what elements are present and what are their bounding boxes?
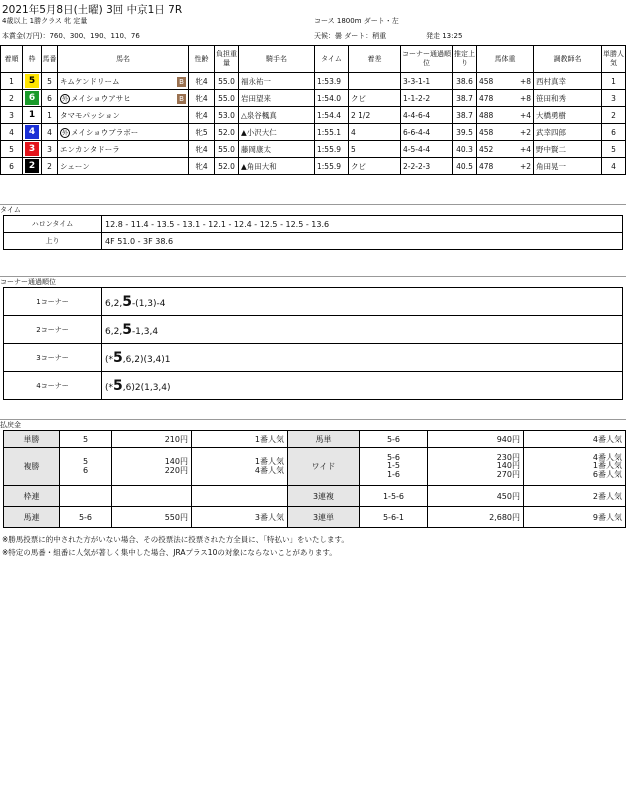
result-row <box>1 124 626 141</box>
carried-weight: 55.0 <box>215 141 239 158</box>
note-tokubarai: ※勝馬投票に的中された方がいない場合、その投票法に投票された方全員に、「特払い」をいたします。 <box>2 535 349 544</box>
col-waku: 枠 <box>23 46 42 73</box>
horse-name[interactable]: メイショウブラボー <box>71 127 139 137</box>
trainer[interactable]: 西村真幸 <box>534 73 602 90</box>
rank: 2 <box>1 90 23 107</box>
furlong-row <box>4 216 623 233</box>
race-conditions: 4歳以上 1勝クラス 牝 定量 <box>2 17 88 25</box>
umatan-amount: 940円 <box>428 431 524 448</box>
body-weight-diff: +2 <box>508 124 534 141</box>
wide-combo-1: 5-6 <box>386 452 401 462</box>
margin <box>349 73 401 90</box>
blinker-icon: B <box>177 94 186 104</box>
body-weight-diff: +2 <box>508 158 534 175</box>
divider <box>0 204 626 205</box>
sanrentan-pop: 9番人気 <box>524 507 626 528</box>
results-table <box>0 45 626 175</box>
wide-pop-1: 4番人気 <box>592 452 622 462</box>
corners-table <box>3 287 623 400</box>
corner-positions <box>102 316 623 344</box>
horse-name[interactable]: メイショウアサヒ <box>71 93 131 103</box>
col-corner: コーナー通過順位 <box>401 46 453 73</box>
waku-cell <box>23 158 42 175</box>
body-weight: 478 <box>477 158 508 175</box>
sex-age: 牝5 <box>189 124 215 141</box>
corner-label: 3コーナー <box>4 344 102 372</box>
umatan-pop: 4番人気 <box>524 431 626 448</box>
wakuren-label: 枠連 <box>4 486 60 507</box>
umaren-combo: 5-6 <box>60 507 112 528</box>
finish-time: 1:55.9 <box>315 158 349 175</box>
waku-cell <box>23 73 42 90</box>
agari-label: 上り <box>4 233 102 250</box>
wide-amount <box>428 448 524 486</box>
agari-times: 4F 51.0 - 3F 38.6 <box>102 233 623 250</box>
horse-name[interactable]: エンカンタドーラ <box>60 144 120 154</box>
corner-leader: 5 <box>113 377 123 394</box>
result-row <box>1 141 626 158</box>
times-table <box>3 215 623 250</box>
waku-badge: 3 <box>25 142 39 156</box>
col-horse-name: 馬名 <box>58 46 189 73</box>
fukusho-amount-2: 220円 <box>164 465 188 475</box>
col-num: 馬番 <box>42 46 58 73</box>
body-weight: 458 <box>477 73 508 90</box>
col-margin: 着差 <box>349 46 401 73</box>
fukusho-pop-1: 1番人気 <box>254 457 284 466</box>
carried-weight: 53.0 <box>215 107 239 124</box>
body-weight-diff: +8 <box>508 90 534 107</box>
tansho-label: 単勝 <box>4 431 60 448</box>
horse-name[interactable]: シェーン <box>60 161 90 171</box>
finish-time: 1:54.0 <box>315 90 349 107</box>
horse-number: 3 <box>42 141 58 158</box>
fukusho-combo-2: 6 <box>82 465 89 475</box>
col-time: タイム <box>315 46 349 73</box>
horse-name-cell <box>58 107 189 124</box>
wide-amount-2: 140円 <box>496 461 520 471</box>
carried-weight: 55.0 <box>215 73 239 90</box>
corner-post: ,6,2)(3,4)1 <box>122 354 171 365</box>
wide-amount-3: 270円 <box>496 469 520 479</box>
last-3f: 38.6 <box>453 73 477 90</box>
payout-table <box>3 430 626 528</box>
body-weight: 478 <box>477 90 508 107</box>
foreign-mark-icon: 外 <box>61 95 68 103</box>
horse-number: 6 <box>42 90 58 107</box>
sex-age: 牝4 <box>189 158 215 175</box>
fukusho-combo-1: 5 <box>82 457 89 466</box>
trainer[interactable]: 大橋勇樹 <box>534 107 602 124</box>
corner-leader: 5 <box>113 349 123 366</box>
waku-cell <box>23 141 42 158</box>
waku-cell <box>23 90 42 107</box>
sex-age: 牝4 <box>189 73 215 90</box>
jockey[interactable]: ▲小沢大仁 <box>239 124 315 141</box>
corner-row <box>4 372 623 400</box>
wakuren-amount <box>112 486 192 507</box>
blinker-icon: B <box>177 77 186 87</box>
body-weight-diff: +8 <box>508 73 534 90</box>
corner-label: 1コーナー <box>4 288 102 316</box>
body-weight: 458 <box>477 124 508 141</box>
horse-name[interactable]: タマモパッション <box>60 110 120 120</box>
sex-age: 牝4 <box>189 90 215 107</box>
trainer[interactable]: 野中賢二 <box>534 141 602 158</box>
body-weight: 452 <box>477 141 508 158</box>
waku-badge: 1 <box>25 108 39 122</box>
horse-name[interactable]: キムケンドリーム <box>60 76 120 86</box>
margin: 5 <box>349 141 401 158</box>
carried-weight: 52.0 <box>215 158 239 175</box>
corner-pre: (* <box>105 354 114 365</box>
result-row <box>1 158 626 175</box>
jockey[interactable]: 福永祐一 <box>239 73 315 90</box>
umatan-combo: 5-6 <box>360 431 428 448</box>
payout-row <box>4 448 626 486</box>
tansho-amount: 210円 <box>112 431 192 448</box>
times-section-label: タイム <box>0 206 21 214</box>
wakuren-pop <box>192 486 288 507</box>
horse-name-cell <box>58 158 189 175</box>
body-weight: 488 <box>477 107 508 124</box>
wakuren-combo <box>60 486 112 507</box>
carried-weight: 52.0 <box>215 124 239 141</box>
fukusho-combo <box>60 448 112 486</box>
race-weather: 天候：曇 ダート：稍重 <box>314 32 387 40</box>
sex-age: 牝4 <box>189 107 215 124</box>
popularity: 2 <box>602 107 626 124</box>
horse-number: 5 <box>42 73 58 90</box>
corner-leader: 5 <box>122 293 132 310</box>
umaren-label: 馬連 <box>4 507 60 528</box>
race-start-time: 発走 13:25 <box>426 32 463 40</box>
col-sex-age: 性齢 <box>189 46 215 73</box>
furlong-label: ハロンタイム <box>4 216 102 233</box>
race-prize: 本賞金(万円)：760、300、190、110、76 <box>2 32 140 40</box>
last-3f: 39.5 <box>453 124 477 141</box>
corner-post: -(1,3)-4 <box>131 298 166 309</box>
umatan-label: 馬単 <box>288 431 360 448</box>
umaren-pop: 3番人気 <box>192 507 288 528</box>
body-weight-diff: +4 <box>508 141 534 158</box>
corners-section-label: コーナー通過順位 <box>0 278 56 286</box>
waku-badge: 5 <box>25 74 39 88</box>
jockey[interactable]: ▲角田大和 <box>239 158 315 175</box>
col-agari: 推定上り <box>453 46 477 73</box>
sanrentan-amount: 2,680円 <box>428 507 524 528</box>
payout-row <box>4 431 626 448</box>
wide-combo <box>360 448 428 486</box>
col-rank: 着順 <box>1 46 23 73</box>
corner-pre: (* <box>105 382 114 393</box>
trainer[interactable]: 角田晃一 <box>534 158 602 175</box>
horse-number: 1 <box>42 107 58 124</box>
finish-time: 1:53.9 <box>315 73 349 90</box>
last-3f: 40.5 <box>453 158 477 175</box>
fukusho-amount <box>112 448 192 486</box>
waku-badge: 2 <box>25 159 39 173</box>
result-row <box>1 90 626 107</box>
body-weight-diff: +4 <box>508 107 534 124</box>
sex-age: 牝4 <box>189 141 215 158</box>
col-weight: 負担重量 <box>215 46 239 73</box>
corner-label: 4コーナー <box>4 372 102 400</box>
popularity: 6 <box>602 124 626 141</box>
rank: 4 <box>1 124 23 141</box>
divider <box>0 276 626 277</box>
wide-pop-3: 6番人気 <box>592 469 622 479</box>
sanrenpuku-amount: 450円 <box>428 486 524 507</box>
corner-pre: 6,2, <box>105 326 123 337</box>
corner-post: ,6)2(1,3,4) <box>122 382 171 393</box>
corner-order: 4-4-6-4 <box>401 107 453 124</box>
payout-row <box>4 486 626 507</box>
fukusho-amount-1: 140円 <box>164 457 188 466</box>
rank: 5 <box>1 141 23 158</box>
col-trainer: 調教師名 <box>534 46 602 73</box>
col-body-weight: 馬体重 <box>477 46 534 73</box>
wide-pop-2: 1番人気 <box>592 461 622 471</box>
wide-label: ワイド <box>288 448 360 486</box>
margin: クビ <box>349 158 401 175</box>
note-jra-plus10: ※特定の馬番・組番に人気が著しく集中した場合、JRAプラス10の対象にならないことがあります。 <box>2 548 337 557</box>
corner-row <box>4 288 623 316</box>
popularity: 3 <box>602 90 626 107</box>
umaren-amount: 550円 <box>112 507 192 528</box>
corner-positions <box>102 372 623 400</box>
trainer[interactable]: 武幸四郎 <box>534 124 602 141</box>
corner-pre: 6,2, <box>105 298 123 309</box>
sanrenpuku-label: 3連複 <box>288 486 360 507</box>
fukusho-label: 複勝 <box>4 448 60 486</box>
tansho-pop: 1番人気 <box>192 431 288 448</box>
col-jockey: 騎手名 <box>239 46 315 73</box>
jockey[interactable]: △泉谷楓真 <box>239 107 315 124</box>
carried-weight: 55.0 <box>215 90 239 107</box>
wide-combo-2: 1-5 <box>386 461 401 471</box>
horse-name-cell <box>58 124 189 141</box>
fukusho-pop <box>192 448 288 486</box>
wide-amount-1: 230円 <box>496 452 520 462</box>
finish-time: 1:54.4 <box>315 107 349 124</box>
agari-row <box>4 233 623 250</box>
sanrentan-label: 3連単 <box>288 507 360 528</box>
horse-name-cell <box>58 73 189 90</box>
wide-pop <box>524 448 626 486</box>
wide-combo-3: 1-6 <box>386 469 401 479</box>
margin: 2 1/2 <box>349 107 401 124</box>
horse-number: 2 <box>42 158 58 175</box>
jockey[interactable]: 岩田望来 <box>239 90 315 107</box>
margin: クビ <box>349 90 401 107</box>
divider <box>0 419 626 420</box>
popularity: 5 <box>602 141 626 158</box>
last-3f: 38.7 <box>453 107 477 124</box>
finish-time: 1:55.9 <box>315 141 349 158</box>
trainer[interactable]: 笹田和秀 <box>534 90 602 107</box>
corner-row <box>4 316 623 344</box>
horse-name-cell <box>58 90 189 107</box>
horse-number: 4 <box>42 124 58 141</box>
margin: 4 <box>349 124 401 141</box>
corner-positions <box>102 288 623 316</box>
sanrenpuku-pop: 2番人気 <box>524 486 626 507</box>
rank: 1 <box>1 73 23 90</box>
last-3f: 38.7 <box>453 90 477 107</box>
results-header-row <box>1 46 626 73</box>
corner-order: 6-6-4-4 <box>401 124 453 141</box>
corner-positions <box>102 344 623 372</box>
fukusho-pop-2: 4番人気 <box>254 465 284 475</box>
race-title: 2021年5月8日(土曜) 3回 中京1日 7R <box>2 4 183 16</box>
popularity: 1 <box>602 73 626 90</box>
race-course: コース 1800m ダート・左 <box>314 17 399 25</box>
sanrenpuku-combo: 1-5-6 <box>360 486 428 507</box>
rank: 6 <box>1 158 23 175</box>
waku-cell <box>23 107 42 124</box>
jockey[interactable]: 藤岡康太 <box>239 141 315 158</box>
corner-post: -1,3,4 <box>131 326 159 337</box>
result-row <box>1 107 626 124</box>
payout-row <box>4 507 626 528</box>
corner-order: 2-2-2-3 <box>401 158 453 175</box>
waku-cell <box>23 124 42 141</box>
corner-label: 2コーナー <box>4 316 102 344</box>
corner-order: 1-1-2-2 <box>401 90 453 107</box>
result-row <box>1 73 626 90</box>
rank: 3 <box>1 107 23 124</box>
corner-row <box>4 344 623 372</box>
corner-leader: 5 <box>122 321 132 338</box>
foreign-mark-icon: 外 <box>61 129 68 137</box>
waku-badge: 6 <box>25 91 39 105</box>
horse-name-cell <box>58 141 189 158</box>
sanrentan-combo: 5-6-1 <box>360 507 428 528</box>
col-popularity: 単勝人気 <box>602 46 626 73</box>
finish-time: 1:55.1 <box>315 124 349 141</box>
waku-badge: 4 <box>25 125 39 139</box>
payout-section-label: 払戻金 <box>0 421 21 429</box>
tansho-combo: 5 <box>60 431 112 448</box>
last-3f: 40.3 <box>453 141 477 158</box>
furlong-times: 12.8 - 11.4 - 13.5 - 13.1 - 12.1 - 12.4 - 12.5 - 12.5 - 13.6 <box>102 216 623 233</box>
corner-order: 4-5-4-4 <box>401 141 453 158</box>
corner-order: 3-3-1-1 <box>401 73 453 90</box>
popularity: 4 <box>602 158 626 175</box>
